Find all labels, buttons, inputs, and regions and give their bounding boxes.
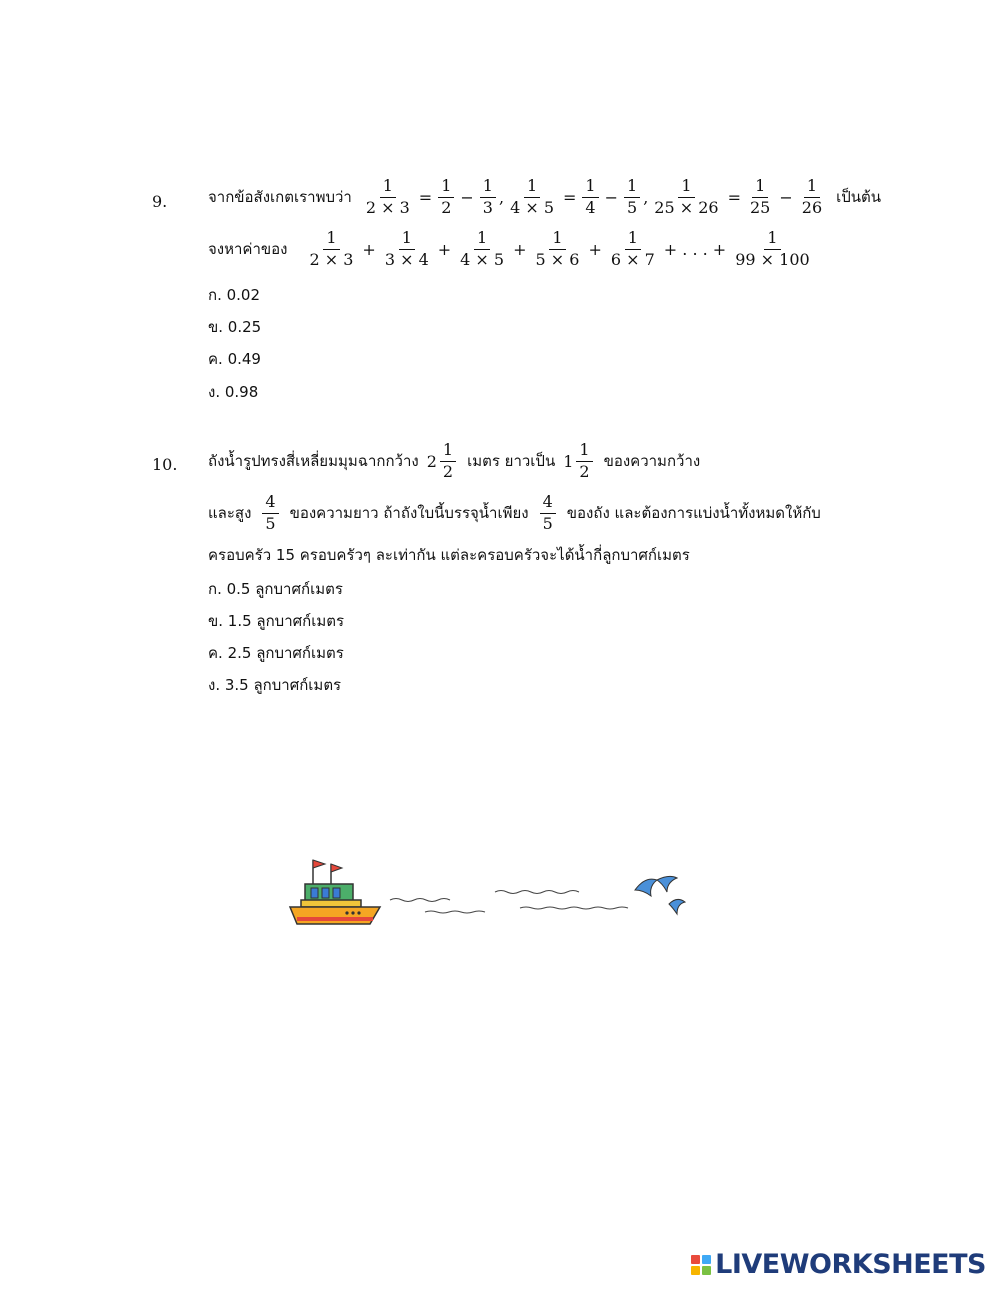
q10-text-1a: ถังน้ำรูปทรงสี่เหลี่ยมมุมฉากกว้าง: [208, 452, 419, 471]
question-9-line-2: จงหาค่าของ $\frac{1}{2 \times 3}$ + $\frac{1}{3 \times 4}$ + $\frac{1}{4 \times 5}$ + $\frac{1}{5 \times 6}$ + $\frac{1}{6 \times 7}$ + . . . + $\frac{1}{99 \times 100}$: [208, 230, 816, 269]
mixed-whole: 2: [426, 451, 437, 471]
q10-text-1b: เมตร ยาวเป็น: [467, 452, 556, 471]
fraction: $\frac{1}{5 \times 6}$: [535, 228, 580, 269]
fraction: $\frac{1}{25 \times 26}$: [654, 176, 719, 217]
fraction: $\frac{1}{25}$: [750, 176, 771, 217]
q9-intro: จากข้อสังเกตเราพบว่า: [208, 188, 352, 207]
q10-choice-d[interactable]: ง. 3.5 ลูกบาศก์เมตร: [208, 676, 342, 694]
fraction: $\frac{1}{26}$: [801, 176, 823, 217]
fraction: $\frac{4}{5}$: [262, 494, 278, 533]
q9-choice-c[interactable]: ค. 0.49: [208, 350, 261, 368]
fraction: $\frac{1}{6 \times 7}$: [610, 228, 655, 269]
fraction: $\frac{1}{2}$: [576, 442, 592, 481]
q10-text-2b: ของความยาว ถ้าถังใบนี้บรรจุน้ำเพียง: [289, 504, 529, 523]
q9-choice-d[interactable]: ง. 0.98: [208, 383, 259, 401]
liveworksheets-logo: [691, 1249, 986, 1280]
brand-name: LIVEWORKSHEETS: [715, 1249, 986, 1280]
ellipsis: + . . . +: [663, 239, 727, 259]
q10-choice-a[interactable]: ก. 0.5 ลูกบาศก์เมตร: [208, 580, 343, 598]
fraction: $\frac{1}{4 \times 5}$: [510, 176, 555, 217]
liveworksheets-logo-icon: [691, 1255, 711, 1275]
q10-text-2c: ของถัง และต้องการแบ่งน้ำทั้งหมดให้กับ: [566, 504, 821, 523]
mixed-whole: 1: [563, 451, 574, 471]
q10-choice-b[interactable]: ข. 1.5 ลูกบาศก์เมตร: [208, 612, 345, 630]
q10-text-1c: ของความกว้าง: [603, 452, 701, 471]
fraction: $\frac{1}{2}$: [440, 442, 456, 481]
fraction: $\frac{1}{99 \times 100}$: [735, 228, 810, 269]
q9-choice-b[interactable]: ข. 0.25: [208, 318, 262, 336]
q10-choice-c[interactable]: ค. 2.5 ลูกบาศก์เมตร: [208, 644, 344, 662]
fraction: $\frac{1}{4}$: [582, 178, 598, 217]
fraction: $\frac{1}{4 \times 5}$: [460, 228, 505, 269]
fraction: $\frac{1}{3 \times 4}$: [384, 228, 429, 269]
q10-text-2a: และสูง: [208, 504, 252, 523]
fraction: $\frac{1}{2 \times 3}$: [309, 228, 354, 269]
q9-tail: เป็นต้น: [836, 188, 882, 207]
question-10-number: 10.: [152, 455, 178, 474]
boat-illustration: [285, 850, 695, 935]
question-10-line-2: [208, 494, 821, 533]
fraction: $\frac{1}{5}$: [624, 178, 640, 217]
question-10-line-3: ครอบครัว 15 ครอบครัวๆ ละเท่ากัน แต่ละครอบครัวจะได้น้ำกี่ลูกบาศก์เมตร: [208, 546, 690, 564]
question-10-line-1: [208, 442, 700, 481]
q9-ask: จงหาค่าของ: [208, 240, 288, 259]
fraction: $\frac{1}{3}$: [480, 178, 496, 217]
fraction: $\frac{4}{5}$: [540, 494, 556, 533]
fraction: $\frac{1}{2}$: [438, 178, 454, 217]
q9-choice-a[interactable]: ก. 0.02: [208, 286, 261, 304]
question-9-line-1: จากข้อสังเกตเราพบว่า $\frac{1}{2 \times 3}$ = $\frac{1}{2}$ − $\frac{1}{3}$ , $\frac{1}{4 \times 5}$ = $\frac{1}{4}$ − $\frac{1}{5}$ , $\frac{1}{25 \times 26}$ = $\frac{1}{25}$ − $\frac{1}{26}$ เป็นต้น: [208, 176, 882, 217]
question-9-number: 9.: [152, 192, 168, 211]
fraction: $\frac{1}{2 \times 3}$: [365, 176, 410, 217]
